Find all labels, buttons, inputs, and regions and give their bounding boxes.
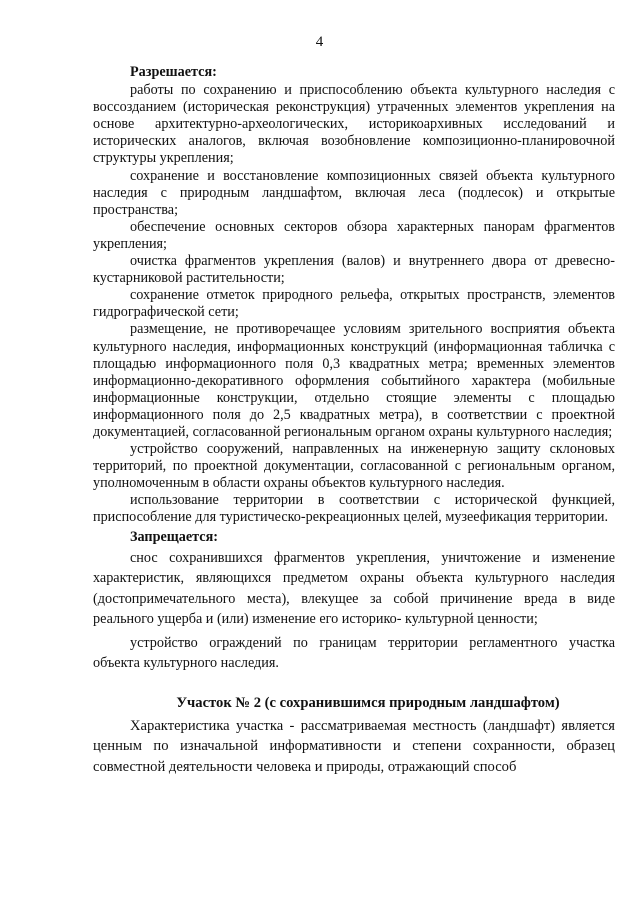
- section-intro: Характеристика участка - рассматриваемая местность (ландшафт) является ценным по изначальной информативности и степени сохранности, образец совместной деятельности человека и природы, отражающий способ: [93, 717, 615, 775]
- prohibited-item: устройство ограждений по границам территории регламентного участка объекта культурного наследия.: [93, 634, 615, 672]
- section-title: Участок № 2 (с сохранившимся природным ландшафтом): [176, 694, 560, 711]
- document-body: [93, 64, 615, 777]
- allowed-item: сохранение и восстановление композиционных связей объекта культурного наследия с природным ландшафтом, включая леса (подлесок) и открытые пространства;: [93, 167, 615, 218]
- allowed-item: работы по сохранению и приспособлению объекта культурного наследия с воссозданием (историческая реконструкция) утраченных элементов укрепления на основе архитектурно-археологических, историкоархивных исследований и исторических аналогов, включая возобновление композиционно-планировочной структуры укрепления;: [93, 82, 615, 167]
- allowed-item: сохранение отметок природного рельефа, открытых пространств, элементов гидрографической сети;: [93, 287, 615, 321]
- allowed-item: очистка фрагментов укрепления (валов) и внутреннего двора от древесно-кустарниковой растительности;: [93, 253, 615, 287]
- prohibited-heading: Запрещается:: [130, 528, 218, 545]
- allowed-heading: Разрешается:: [130, 64, 217, 80]
- prohibited-item: снос сохранившихся фрагментов укрепления, уничтожение и изменение характеристик, являющихся предметом охраны объекта культурного наследия (достопримечательного места), влекущее за собой причинение вреда в виде реального ущерба и (или) изменение его историко- культурной ценности;: [93, 549, 615, 628]
- allowed-item: использование территории в соответствии с исторической функцией, приспособление для туристическо-рекреационных целей, музеефикация территории.: [93, 492, 615, 526]
- allowed-item: устройство сооружений, направленных на инженерную защиту склоновых территорий, по проектной документации, согласованной с региональным органом, уполномоченным в области охраны объектов культурного наследия.: [93, 441, 615, 492]
- allowed-item: размещение, не противоречащее условиям зрительного восприятия объекта культурного наследия, информационных конструкций (информационная табличка с площадью информационного поля 0,3 квадратных метра; временных элементов информационно-декоративного оформления событийного характера (мобильные информационные конструкции, отдельно стоящие элементы с площадью информационного поля до 2,5 квадратных метра), в соответствии с проектной документацией, согласованной региональным органом охраны культурного наследия;: [93, 321, 615, 440]
- allowed-item: обеспечение основных секторов обзора характерных панорам фрагментов укрепления;: [93, 218, 615, 252]
- page-number: 4: [315, 34, 324, 50]
